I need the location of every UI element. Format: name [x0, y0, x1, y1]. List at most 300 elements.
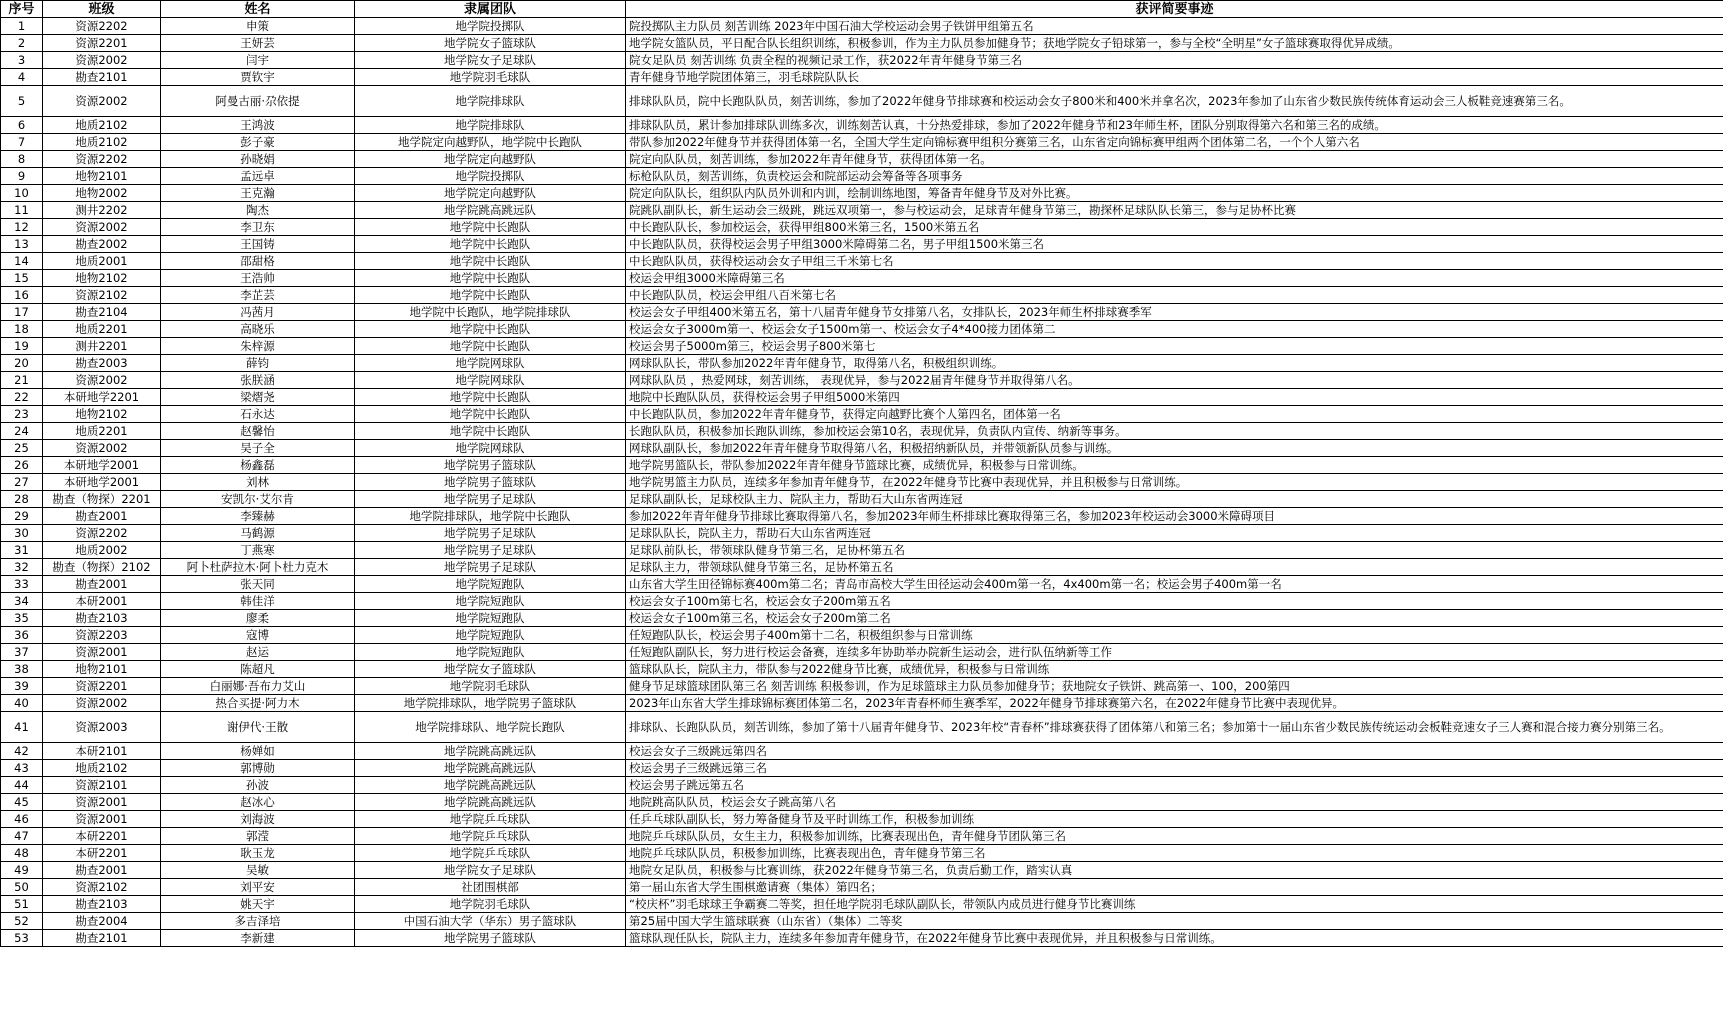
description-cell: 参加2022年青年健身节排球比赛取得第八名，参加2023年师生杯排球比赛取得第三名，参加2023年校运动会3000米障碍项目 — [626, 508, 1723, 525]
header-seq: 序号 — [1, 1, 43, 18]
name-cell: 贾钦宇 — [161, 69, 355, 86]
table-row — [1, 644, 1723, 661]
team-cell: 地学院羽毛球队 — [355, 678, 626, 695]
class-cell: 勘查2103 — [43, 896, 161, 913]
class-cell: 地物2101 — [43, 661, 161, 678]
class-cell: 资源2001 — [43, 794, 161, 811]
table-row — [1, 712, 1723, 743]
class-cell: 资源2003 — [43, 712, 161, 743]
table-row — [1, 811, 1723, 828]
description-cell: 地院乒乓球队队员，积极参加训练，比赛表现出色，青年健身节第三名 — [626, 845, 1723, 862]
name-cell: 白丽娜·吾布力艾山 — [161, 678, 355, 695]
class-cell: 资源2203 — [43, 627, 161, 644]
team-cell: 社团围棋部 — [355, 879, 626, 896]
team-cell: 地学院乒乓球队 — [355, 828, 626, 845]
description-cell: 长跑队队员，积极参加长跑队训练，参加校运会第10名，表现优异，负责队内宣传、纳新等事务。 — [626, 423, 1723, 440]
seq-cell: 39 — [1, 678, 43, 695]
table-row — [1, 508, 1723, 525]
header-class: 班级 — [43, 1, 161, 18]
team-cell: 地学院中长跑队 — [355, 219, 626, 236]
team-cell: 地学院投掷队 — [355, 18, 626, 35]
name-cell: 耿玉龙 — [161, 845, 355, 862]
name-cell: 杨鑫磊 — [161, 457, 355, 474]
description-cell: 校运会女子三级跳远第四名 — [626, 743, 1723, 760]
class-cell: 资源2002 — [43, 86, 161, 117]
description-cell: 2023年山东省大学生排球锦标赛团体第二名，2023年青春杯师生赛季军，2022年健身节排球赛第六名，在2022年健身节比赛中表现优异。 — [626, 695, 1723, 712]
team-cell: 地学院排球队，地学院中长跑队 — [355, 508, 626, 525]
class-cell: 资源2002 — [43, 695, 161, 712]
team-cell: 地学院中长跑队 — [355, 423, 626, 440]
name-cell: 石永达 — [161, 406, 355, 423]
team-cell: 地学院男子篮球队 — [355, 474, 626, 491]
team-cell: 地学院排球队 — [355, 117, 626, 134]
seq-cell: 37 — [1, 644, 43, 661]
table-row — [1, 661, 1723, 678]
seq-cell: 23 — [1, 406, 43, 423]
class-cell: 勘查2101 — [43, 930, 161, 947]
name-cell: 廖柔 — [161, 610, 355, 627]
header-name: 姓名 — [161, 1, 355, 18]
team-cell: 地学院中长跑队 — [355, 406, 626, 423]
seq-cell: 32 — [1, 559, 43, 576]
description-cell: 校运会男子三级跳远第三名 — [626, 760, 1723, 777]
table-row — [1, 525, 1723, 542]
team-cell: 地学院定向越野队 — [355, 151, 626, 168]
class-cell: 地质2102 — [43, 117, 161, 134]
description-cell: 地院女足队员，积极参与比赛训练，获2022年健身节第三名，负责后勤工作，踏实认真 — [626, 862, 1723, 879]
description-cell: “校庆杯”羽毛球球王争霸赛二等奖，担任地学院羽毛球队副队长，带领队内成员进行健身节比赛训练 — [626, 896, 1723, 913]
name-cell: 寇博 — [161, 627, 355, 644]
team-cell: 地学院中长跑队 — [355, 287, 626, 304]
class-cell: 本研2001 — [43, 593, 161, 610]
table-row — [1, 69, 1723, 86]
name-cell: 吴敏 — [161, 862, 355, 879]
class-cell: 勘查2103 — [43, 610, 161, 627]
table-row — [1, 338, 1723, 355]
description-cell: 篮球队现任队长，院队主力，连续多年参加青年健身节，在2022年健身节比赛中表现优异，并且积极参与日常训练。 — [626, 930, 1723, 947]
team-cell: 地学院定向越野队 — [355, 185, 626, 202]
table-row — [1, 168, 1723, 185]
seq-cell: 22 — [1, 389, 43, 406]
class-cell: 勘查（物探）2201 — [43, 491, 161, 508]
table-row — [1, 423, 1723, 440]
table-row — [1, 287, 1723, 304]
description-cell: 校运会女子100m第七名，校运会女子200m第五名 — [626, 593, 1723, 610]
name-cell: 冯茜月 — [161, 304, 355, 321]
description-cell: 地学院女篮队员，平日配合队长组织训练，积极参训，作为主力队员参加健身节；获地学院女子铅球第一，参与全校“全明星”女子篮球赛取得优异成绩。 — [626, 35, 1723, 52]
table-row — [1, 930, 1723, 947]
table-row — [1, 202, 1723, 219]
description-cell: 青年健身节地学院团体第三，羽毛球院队队长 — [626, 69, 1723, 86]
team-cell: 地学院短跑队 — [355, 644, 626, 661]
team-cell: 中国石油大学（华东）男子篮球队 — [355, 913, 626, 930]
class-cell: 本研地学2001 — [43, 474, 161, 491]
table-row — [1, 35, 1723, 52]
name-cell: 多吉泽培 — [161, 913, 355, 930]
team-cell: 地学院短跑队 — [355, 593, 626, 610]
team-cell: 地学院男子篮球队 — [355, 457, 626, 474]
seq-cell: 35 — [1, 610, 43, 627]
team-cell: 地学院网球队 — [355, 372, 626, 389]
table-row — [1, 695, 1723, 712]
team-cell: 地学院中长跑队 — [355, 236, 626, 253]
class-cell: 资源2102 — [43, 287, 161, 304]
table-row — [1, 372, 1723, 389]
team-cell: 地学院排球队，地学院男子篮球队 — [355, 695, 626, 712]
seq-cell: 50 — [1, 879, 43, 896]
class-cell: 测井2201 — [43, 338, 161, 355]
name-cell: 申策 — [161, 18, 355, 35]
table-row — [1, 52, 1723, 69]
seq-cell: 24 — [1, 423, 43, 440]
seq-cell: 44 — [1, 777, 43, 794]
seq-cell: 8 — [1, 151, 43, 168]
class-cell: 地物2102 — [43, 270, 161, 287]
table-row — [1, 491, 1723, 508]
name-cell: 杨婵如 — [161, 743, 355, 760]
table-row — [1, 627, 1723, 644]
team-cell: 地学院定向越野队，地学院中长跑队 — [355, 134, 626, 151]
description-cell: 校运会女子3000m第一、校运会女子1500m第一、校运会女子4*400接力团体第二 — [626, 321, 1723, 338]
name-cell: 李卫东 — [161, 219, 355, 236]
team-cell: 地学院跳高跳远队 — [355, 794, 626, 811]
class-cell: 勘查2101 — [43, 69, 161, 86]
seq-cell: 2 — [1, 35, 43, 52]
description-cell: 标枪队队员，刻苦训练，负责校运会和院部运动会筹备等各项事务 — [626, 168, 1723, 185]
table-row — [1, 743, 1723, 760]
description-cell: 中长跑队队长，参加校运会，获得甲组800米第三名，1500米第五名 — [626, 219, 1723, 236]
name-cell: 张朕涵 — [161, 372, 355, 389]
team-cell: 地学院排球队 — [355, 86, 626, 117]
name-cell: 闫宇 — [161, 52, 355, 69]
team-cell: 地学院中长跑队 — [355, 389, 626, 406]
seq-cell: 31 — [1, 542, 43, 559]
seq-cell: 36 — [1, 627, 43, 644]
table-row — [1, 678, 1723, 695]
name-cell: 高晓乐 — [161, 321, 355, 338]
name-cell: 丁燕寒 — [161, 542, 355, 559]
table-row — [1, 862, 1723, 879]
name-cell: 马鹤源 — [161, 525, 355, 542]
description-cell: 篮球队队长，院队主力，带队参与2022健身节比赛，成绩优异，积极参与日常训练 — [626, 661, 1723, 678]
name-cell: 谢伊代·王散 — [161, 712, 355, 743]
seq-cell: 1 — [1, 18, 43, 35]
name-cell: 李新建 — [161, 930, 355, 947]
description-cell: 足球队副队长，足球校队主力、院队主力，帮助石大山东省两连冠 — [626, 491, 1723, 508]
team-cell: 地学院男子篮球队 — [355, 930, 626, 947]
description-cell: 网球队队长，带队参加2022年青年健身节，取得第八名，积极组织训练。 — [626, 355, 1723, 372]
team-cell: 地学院男子足球队 — [355, 491, 626, 508]
description-cell: 任短跑队队长，校运会男子400m第十二名，积极组织参与日常训练 — [626, 627, 1723, 644]
class-cell: 本研地学2001 — [43, 457, 161, 474]
table-row — [1, 542, 1723, 559]
name-cell: 李臻赫 — [161, 508, 355, 525]
table-row — [1, 440, 1723, 457]
table-row — [1, 406, 1723, 423]
table-row — [1, 389, 1723, 406]
table-row — [1, 828, 1723, 845]
team-cell: 地学院跳高跳远队 — [355, 743, 626, 760]
team-cell: 地学院中长跑队 — [355, 270, 626, 287]
description-cell: 任乒乓球队副队长，努力筹备健身节及平时训练工作，积极参加训练 — [626, 811, 1723, 828]
name-cell: 安凯尔·艾尔肯 — [161, 491, 355, 508]
team-cell: 地学院女子篮球队 — [355, 661, 626, 678]
team-cell: 地学院女子足球队 — [355, 52, 626, 69]
class-cell: 资源2101 — [43, 777, 161, 794]
description-cell: 健身节足球篮球团队第三名 刻苦训练 积极参训，作为足球篮球主力队员参加健身节；获地院女子铁饼、跳高第一、100，200第四 — [626, 678, 1723, 695]
table-row — [1, 457, 1723, 474]
team-cell: 地学院短跑队 — [355, 610, 626, 627]
name-cell: 王国铸 — [161, 236, 355, 253]
description-cell: 排球队、长跑队队员，刻苦训练，参加了第十八届青年健身节、2023年校“青春杯”排球赛获得了团体第八和第三名；参加第十一届山东省少数民族传统运动会板鞋竞速女子三人赛和混合接力赛分别第三名。 — [626, 712, 1723, 743]
seq-cell: 27 — [1, 474, 43, 491]
table-row — [1, 18, 1723, 35]
seq-cell: 10 — [1, 185, 43, 202]
class-cell: 地质2201 — [43, 423, 161, 440]
team-cell: 地学院跳高跳远队 — [355, 777, 626, 794]
team-cell: 地学院羽毛球队 — [355, 69, 626, 86]
description-cell: 第一届山东省大学生围棋邀请赛（集体）第四名； — [626, 879, 1723, 896]
team-cell: 地学院中长跑队 — [355, 253, 626, 270]
name-cell: 孙波 — [161, 777, 355, 794]
description-cell: 地院跳高队队员，校运会女子跳高第八名 — [626, 794, 1723, 811]
seq-cell: 41 — [1, 712, 43, 743]
team-cell: 地学院中长跑队，地学院排球队 — [355, 304, 626, 321]
class-cell: 勘查2104 — [43, 304, 161, 321]
table-row — [1, 760, 1723, 777]
seq-cell: 52 — [1, 913, 43, 930]
table-row — [1, 185, 1723, 202]
class-cell: 资源2202 — [43, 151, 161, 168]
table-row — [1, 86, 1723, 117]
description-cell: 中长跑队队员，获得校运动会女子甲组三千米第七名 — [626, 253, 1723, 270]
team-cell: 地学院跳高跳远队 — [355, 760, 626, 777]
seq-cell: 48 — [1, 845, 43, 862]
table-row — [1, 253, 1723, 270]
description-cell: 院女足队员 刻苦训练 负责全程的视频记录工作，获2022年青年健身节第三名 — [626, 52, 1723, 69]
seq-cell: 11 — [1, 202, 43, 219]
description-cell: 排球队队员，院中长跑队队员，刻苦训练，参加了2022年健身节排球赛和校运动会女子800米和400米并拿名次，2023年参加了山东省少数民族传统体育运动会三人板鞋竞速赛第三名。 — [626, 86, 1723, 117]
description-cell: 院定向队队长，组织队内队员外训和内训，绘制训练地图，筹备青年健身节及对外比赛。 — [626, 185, 1723, 202]
description-cell: 校运会男子5000m第三，校运会男子800米第七 — [626, 338, 1723, 355]
class-cell: 勘查2001 — [43, 508, 161, 525]
seq-cell: 21 — [1, 372, 43, 389]
seq-cell: 13 — [1, 236, 43, 253]
name-cell: 刘林 — [161, 474, 355, 491]
name-cell: 陈超凡 — [161, 661, 355, 678]
name-cell: 朱梓源 — [161, 338, 355, 355]
name-cell: 彭子豪 — [161, 134, 355, 151]
class-cell: 勘查（物探）2102 — [43, 559, 161, 576]
seq-cell: 9 — [1, 168, 43, 185]
seq-cell: 34 — [1, 593, 43, 610]
header-description: 获评简要事迹 — [626, 1, 1723, 18]
seq-cell: 47 — [1, 828, 43, 845]
class-cell: 勘查2004 — [43, 913, 161, 930]
name-cell: 王鸿波 — [161, 117, 355, 134]
class-cell: 资源2202 — [43, 525, 161, 542]
description-cell: 第25届中国大学生篮球联赛（山东省）（集体）二等奖 — [626, 913, 1723, 930]
description-cell: 院跳队副队长，新生运动会三级跳，跳远双项第一，参与校运动会，足球青年健身节第三，勘探杯足球队队长第三，参与足协杯比赛 — [626, 202, 1723, 219]
name-cell: 孟远卓 — [161, 168, 355, 185]
class-cell: 资源2201 — [43, 35, 161, 52]
header-team: 隶属团队 — [355, 1, 626, 18]
name-cell: 阿卜杜萨拉木·阿卜杜力克木 — [161, 559, 355, 576]
table-row — [1, 321, 1723, 338]
description-cell: 地院中长跑队队员，获得校运会男子甲组5000米第四 — [626, 389, 1723, 406]
class-cell: 本研2101 — [43, 743, 161, 760]
seq-cell: 40 — [1, 695, 43, 712]
table-row — [1, 576, 1723, 593]
seq-cell: 12 — [1, 219, 43, 236]
table-row — [1, 474, 1723, 491]
class-cell: 资源2102 — [43, 879, 161, 896]
description-cell: 排球队队员，累计参加排球队训练多次，训练刻苦认真，十分热爱排球，参加了2022年健身节和23年师生杯，团队分别取得第六名和第三名的成绩。 — [626, 117, 1723, 134]
seq-cell: 15 — [1, 270, 43, 287]
class-cell: 勘查2003 — [43, 355, 161, 372]
seq-cell: 46 — [1, 811, 43, 828]
team-cell: 地学院中长跑队 — [355, 321, 626, 338]
seq-cell: 20 — [1, 355, 43, 372]
description-cell: 中长跑队队员，参加2022年青年健身节，获得定向越野比赛个人第四名，团体第一名 — [626, 406, 1723, 423]
seq-cell: 28 — [1, 491, 43, 508]
class-cell: 地质2001 — [43, 253, 161, 270]
description-cell: 任短跑队副队长，努力进行校运会备赛，连续多年协助举办院新生运动会，进行队伍纳新等工作 — [626, 644, 1723, 661]
description-cell: 中长跑队队员，校运会甲组八百米第七名 — [626, 287, 1723, 304]
team-cell: 地学院投掷队 — [355, 168, 626, 185]
table-row — [1, 559, 1723, 576]
class-cell: 地质2102 — [43, 134, 161, 151]
seq-cell: 7 — [1, 134, 43, 151]
class-cell: 勘查2001 — [43, 576, 161, 593]
team-cell: 地学院女子篮球队 — [355, 35, 626, 52]
seq-cell: 3 — [1, 52, 43, 69]
team-cell: 地学院网球队 — [355, 355, 626, 372]
name-cell: 吴子全 — [161, 440, 355, 457]
table-row — [1, 913, 1723, 930]
name-cell: 孙晓娟 — [161, 151, 355, 168]
name-cell: 韩佳洋 — [161, 593, 355, 610]
team-cell: 地学院男子足球队 — [355, 542, 626, 559]
seq-cell: 45 — [1, 794, 43, 811]
class-cell: 资源2001 — [43, 644, 161, 661]
team-cell: 地学院网球队 — [355, 440, 626, 457]
seq-cell: 53 — [1, 930, 43, 947]
name-cell: 王浩帅 — [161, 270, 355, 287]
seq-cell: 5 — [1, 86, 43, 117]
seq-cell: 38 — [1, 661, 43, 678]
seq-cell: 33 — [1, 576, 43, 593]
class-cell: 本研2201 — [43, 828, 161, 845]
table-row — [1, 610, 1723, 627]
name-cell: 邵甜格 — [161, 253, 355, 270]
description-cell: 校运会女子甲组400米第五名，第十八届青年健身节女排第八名，女排队长，2023年师生杯排球赛季军 — [626, 304, 1723, 321]
name-cell: 郭博勋 — [161, 760, 355, 777]
table-row — [1, 236, 1723, 253]
table-row — [1, 593, 1723, 610]
name-cell: 赵馨怡 — [161, 423, 355, 440]
seq-cell: 4 — [1, 69, 43, 86]
class-cell: 资源2002 — [43, 440, 161, 457]
name-cell: 热合买提·阿力木 — [161, 695, 355, 712]
table-row — [1, 794, 1723, 811]
team-cell: 地学院跳高跳远队 — [355, 202, 626, 219]
description-cell: 网球队副队长，参加2022年青年健身节取得第八名，积极招纳新队员，并带领新队员参与训练。 — [626, 440, 1723, 457]
description-cell: 校运会甲组3000米障碍第三名 — [626, 270, 1723, 287]
seq-cell: 17 — [1, 304, 43, 321]
name-cell: 赵运 — [161, 644, 355, 661]
team-cell: 地学院女子足球队 — [355, 862, 626, 879]
table-row — [1, 355, 1723, 372]
class-cell: 资源2002 — [43, 219, 161, 236]
seq-cell: 29 — [1, 508, 43, 525]
class-cell: 资源2202 — [43, 18, 161, 35]
class-cell: 测井2202 — [43, 202, 161, 219]
table-row — [1, 896, 1723, 913]
name-cell: 王克瀚 — [161, 185, 355, 202]
table-row — [1, 270, 1723, 287]
name-cell: 陶杰 — [161, 202, 355, 219]
description-cell: 院投掷队主力队员 刻苦训练 2023年中国石油大学校运动会男子铁饼甲组第五名 — [626, 18, 1723, 35]
team-cell: 地学院羽毛球队 — [355, 896, 626, 913]
team-cell: 地学院短跑队 — [355, 627, 626, 644]
description-cell: 山东省大学生田径锦标赛400m第二名；青岛市高校大学生田径运动会400m第一名，4x400m第一名；校运会男子400m第一名 — [626, 576, 1723, 593]
name-cell: 郭滢 — [161, 828, 355, 845]
description-cell: 中长跑队队员，获得校运会男子甲组3000米障碍第二名，男子甲组1500米第三名 — [626, 236, 1723, 253]
description-cell: 足球队队长，院队主力，帮助石大山东省两连冠 — [626, 525, 1723, 542]
table-row — [1, 134, 1723, 151]
seq-cell: 6 — [1, 117, 43, 134]
team-cell: 地学院乒乓球队 — [355, 845, 626, 862]
team-cell: 地学院男子足球队 — [355, 559, 626, 576]
class-cell: 资源2001 — [43, 811, 161, 828]
team-cell: 地学院乒乓球队 — [355, 811, 626, 828]
table-row — [1, 777, 1723, 794]
seq-cell: 51 — [1, 896, 43, 913]
description-cell: 足球队前队长，带领球队健身节第三名，足协杯第五名 — [626, 542, 1723, 559]
class-cell: 本研2201 — [43, 845, 161, 862]
class-cell: 地质2002 — [43, 542, 161, 559]
class-cell: 地质2201 — [43, 321, 161, 338]
name-cell: 刘平安 — [161, 879, 355, 896]
name-cell: 梁熠尧 — [161, 389, 355, 406]
seq-cell: 42 — [1, 743, 43, 760]
class-cell: 地物2102 — [43, 406, 161, 423]
description-cell: 网球队队员 ，热爱网球，刻苦训练， 表现优异，参与2022届青年健身节并取得第八名。 — [626, 372, 1723, 389]
header-row — [1, 1, 1723, 18]
description-cell: 地院乒乓球队队员，女生主力，积极参加训练，比赛表现出色，青年健身节团队第三名 — [626, 828, 1723, 845]
class-cell: 资源2201 — [43, 678, 161, 695]
name-cell: 阿曼古丽·尕依提 — [161, 86, 355, 117]
seq-cell: 49 — [1, 862, 43, 879]
seq-cell: 25 — [1, 440, 43, 457]
table-row — [1, 151, 1723, 168]
description-cell: 校运会男子跳远第五名 — [626, 777, 1723, 794]
class-cell: 地质2102 — [43, 760, 161, 777]
description-cell: 地学院男篮主力队员，连续多年参加青年健身节，在2022年健身节比赛中表现优异，并且积极参与日常训练。 — [626, 474, 1723, 491]
name-cell: 李芷芸 — [161, 287, 355, 304]
class-cell: 资源2002 — [43, 372, 161, 389]
seq-cell: 19 — [1, 338, 43, 355]
name-cell: 薛钧 — [161, 355, 355, 372]
team-cell: 地学院短跑队 — [355, 576, 626, 593]
name-cell: 姚天宇 — [161, 896, 355, 913]
description-cell: 地学院男篮队长，带队参加2022年青年健身节篮球比赛，成绩优异，积极参与日常训练。 — [626, 457, 1723, 474]
seq-cell: 16 — [1, 287, 43, 304]
table-row — [1, 304, 1723, 321]
seq-cell: 14 — [1, 253, 43, 270]
team-cell: 地学院男子足球队 — [355, 525, 626, 542]
